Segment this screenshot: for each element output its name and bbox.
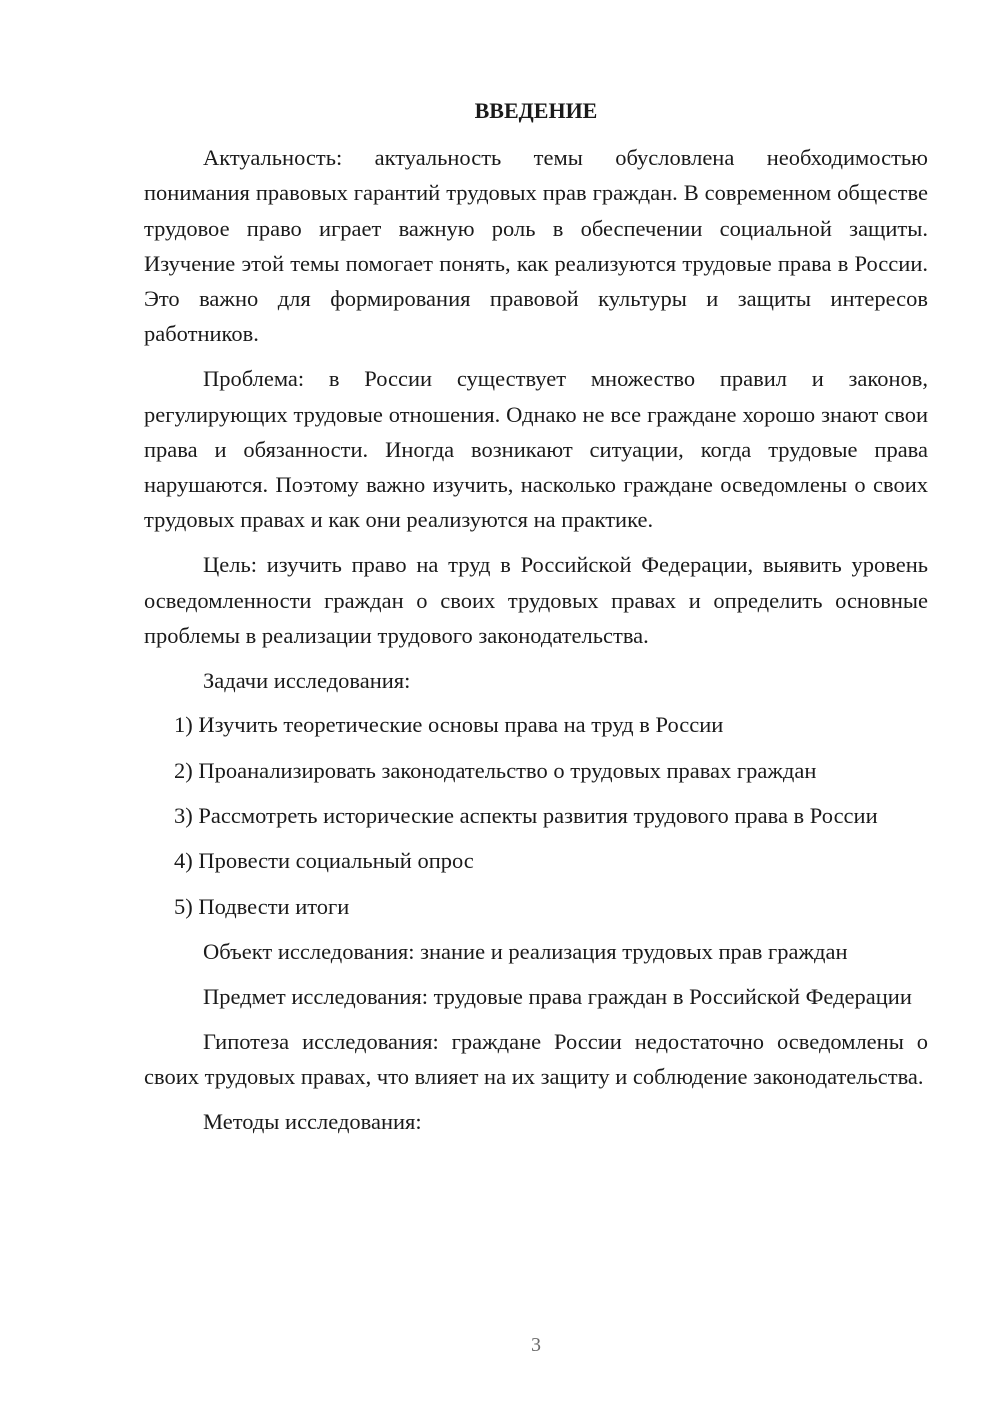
tasks-heading: Задачи исследования: [203,667,411,693]
page-title: ВВЕДЕНИЕ [474,98,598,123]
goal-paragraph: Цель: изучить право на труд в Российской Федерации, выявить уровень осведомленности граждан о своих трудовых правах и определить основные проблемы в реализации трудового законодательства. [144,552,928,648]
page-content [144,94,928,1148]
page-number: 3 [531,1334,541,1356]
task-item-4: 4) Провести социальный опрос [174,848,474,874]
relevance-paragraph: Актуальность: актуальность темы обусловлена необходимостью понимания правовых гарантий трудовых прав граждан. В современном обществе трудовое право играет важную роль в обеспечении социальной защиты. Изучение этой темы помогает понять, как реализуются трудовые права в России. Это важно для формирования правовой культуры и защиты интересов работников. [144,145,928,347]
task-item-3: 3) Рассмотреть исторические аспекты развития трудового права в России [174,803,878,829]
task-item-5: 5) Подвести итоги [174,893,350,919]
hypothesis-paragraph: Гипотеза исследования: граждане России недостаточно осведомлены о своих трудовых правах, что влияет на их защиту и соблюдение законодательства. [144,1028,928,1089]
methods-heading: Методы исследования: [203,1108,422,1134]
task-item-2: 2) Проанализировать законодательство о трудовых правах граждан [174,757,817,783]
task-item-1: 1) Изучить теоретические основы права на труд в России [174,712,724,738]
object-paragraph: Объект исследования: знание и реализация трудовых прав граждан [203,938,848,964]
subject-paragraph: Предмет исследования: трудовые права граждан в Российской Федерации [203,983,912,1009]
problem-paragraph: Проблема: в России существует множество правил и законов, регулирующих трудовые отношения. Однако не все граждане хорошо знают свои права и обязанности. Иногда возникают ситуации, когда трудовые права нарушаются. Поэтому важно изучить, насколько граждане осведомлены о своих трудовых правах и как они реализуются на практике. [144,366,928,533]
